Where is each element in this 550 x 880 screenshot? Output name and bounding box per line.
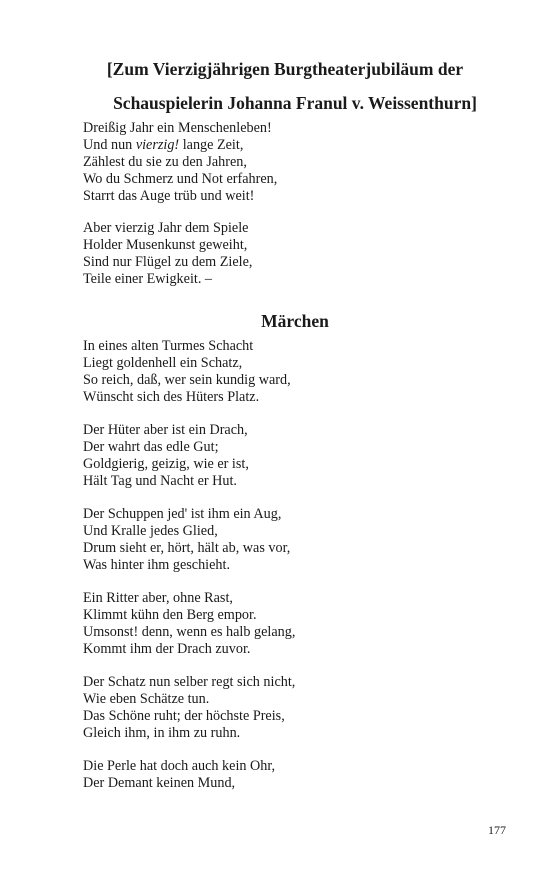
page-number: 177 xyxy=(488,823,506,837)
verse-line: Drum sieht er, hört, hält ab, was vor, xyxy=(83,540,291,556)
poem-title: Märchen xyxy=(261,311,329,331)
emphasized-word: vierzig! xyxy=(135,137,180,153)
poem2-stanza-1 xyxy=(83,338,523,406)
verse-line: Wie eben Schätze tun. xyxy=(83,691,210,707)
verse-line: Liegt goldenhell ein Schatz, xyxy=(83,355,243,371)
verse-line: Holder Musenkunst geweiht, xyxy=(83,237,248,253)
verse-line: Was hinter ihm geschieht. xyxy=(83,557,231,573)
verse-line: In eines alten Turmes Schacht xyxy=(83,338,254,354)
verse-line: Der wahrt das edle Gut; xyxy=(83,439,219,455)
verse-line: Zählest du sie zu den Jahren, xyxy=(83,154,247,170)
verse-line: Gleich ihm, in ihm zu ruhn. xyxy=(83,725,241,741)
verse-line: Aber vierzig Jahr dem Spiele xyxy=(83,220,249,236)
verse-line: Kommt ihm der Drach zuvor. xyxy=(83,641,251,657)
poem2-stanza-3 xyxy=(83,506,523,574)
verse-line: Umsonst! denn, wenn es halb gelang, xyxy=(83,624,296,640)
poem1-stanza-1 xyxy=(83,120,523,205)
verse-line: Dreißig Jahr ein Menschenleben! xyxy=(83,120,272,136)
poem2-stanza-2 xyxy=(83,422,523,490)
poem1-stanza-2 xyxy=(83,220,523,288)
verse-line: Und nun vierzig! lange Zeit, xyxy=(83,137,244,153)
verse-line: Goldgierig, geizig, wie er ist, xyxy=(83,456,249,472)
verse-line: Sind nur Flügel zu dem Ziele, xyxy=(83,254,253,270)
poem2-stanza-4 xyxy=(83,590,523,658)
verse-line: Der Schatz nun selber regt sich nicht, xyxy=(83,674,296,690)
verse-line: Hält Tag und Nacht er Hut. xyxy=(83,473,237,489)
verse-line: Die Perle hat doch auch kein Ohr, xyxy=(83,758,276,774)
verse-line: So reich, daß, wer sein kundig ward, xyxy=(83,372,291,388)
poem2-stanza-5 xyxy=(83,674,523,742)
verse-line: Das Schöne ruht; der höchste Preis, xyxy=(83,708,285,724)
verse-line: Teile einer Ewigkeit. – xyxy=(83,271,213,287)
verse-line: Der Hüter aber ist ein Drach, xyxy=(83,422,248,438)
verse-line: Und Kralle jedes Glied, xyxy=(83,523,218,539)
verse-line: Wünscht sich des Hüters Platz. xyxy=(83,389,260,405)
verse-line: Ein Ritter aber, ohne Rast, xyxy=(83,590,233,606)
verse-line: Der Demant keinen Mund, xyxy=(83,775,236,791)
verse-line: Wo du Schmerz und Not erfahren, xyxy=(83,171,278,187)
verse-line: Der Schuppen jed' ist ihm ein Aug, xyxy=(83,506,282,522)
verse-line: Klimmt kühn den Berg empor. xyxy=(83,607,257,623)
poem-heading-line-2: Schauspielerin Johanna Franul v. Weissenthurn] xyxy=(113,93,477,113)
verse-line: Starrt das Auge trüb und weit! xyxy=(83,188,255,204)
poem-heading-line-1: [Zum Vierzigjährigen Burgtheaterjubiläum der xyxy=(106,59,464,79)
poem2-stanza-6 xyxy=(83,758,523,792)
